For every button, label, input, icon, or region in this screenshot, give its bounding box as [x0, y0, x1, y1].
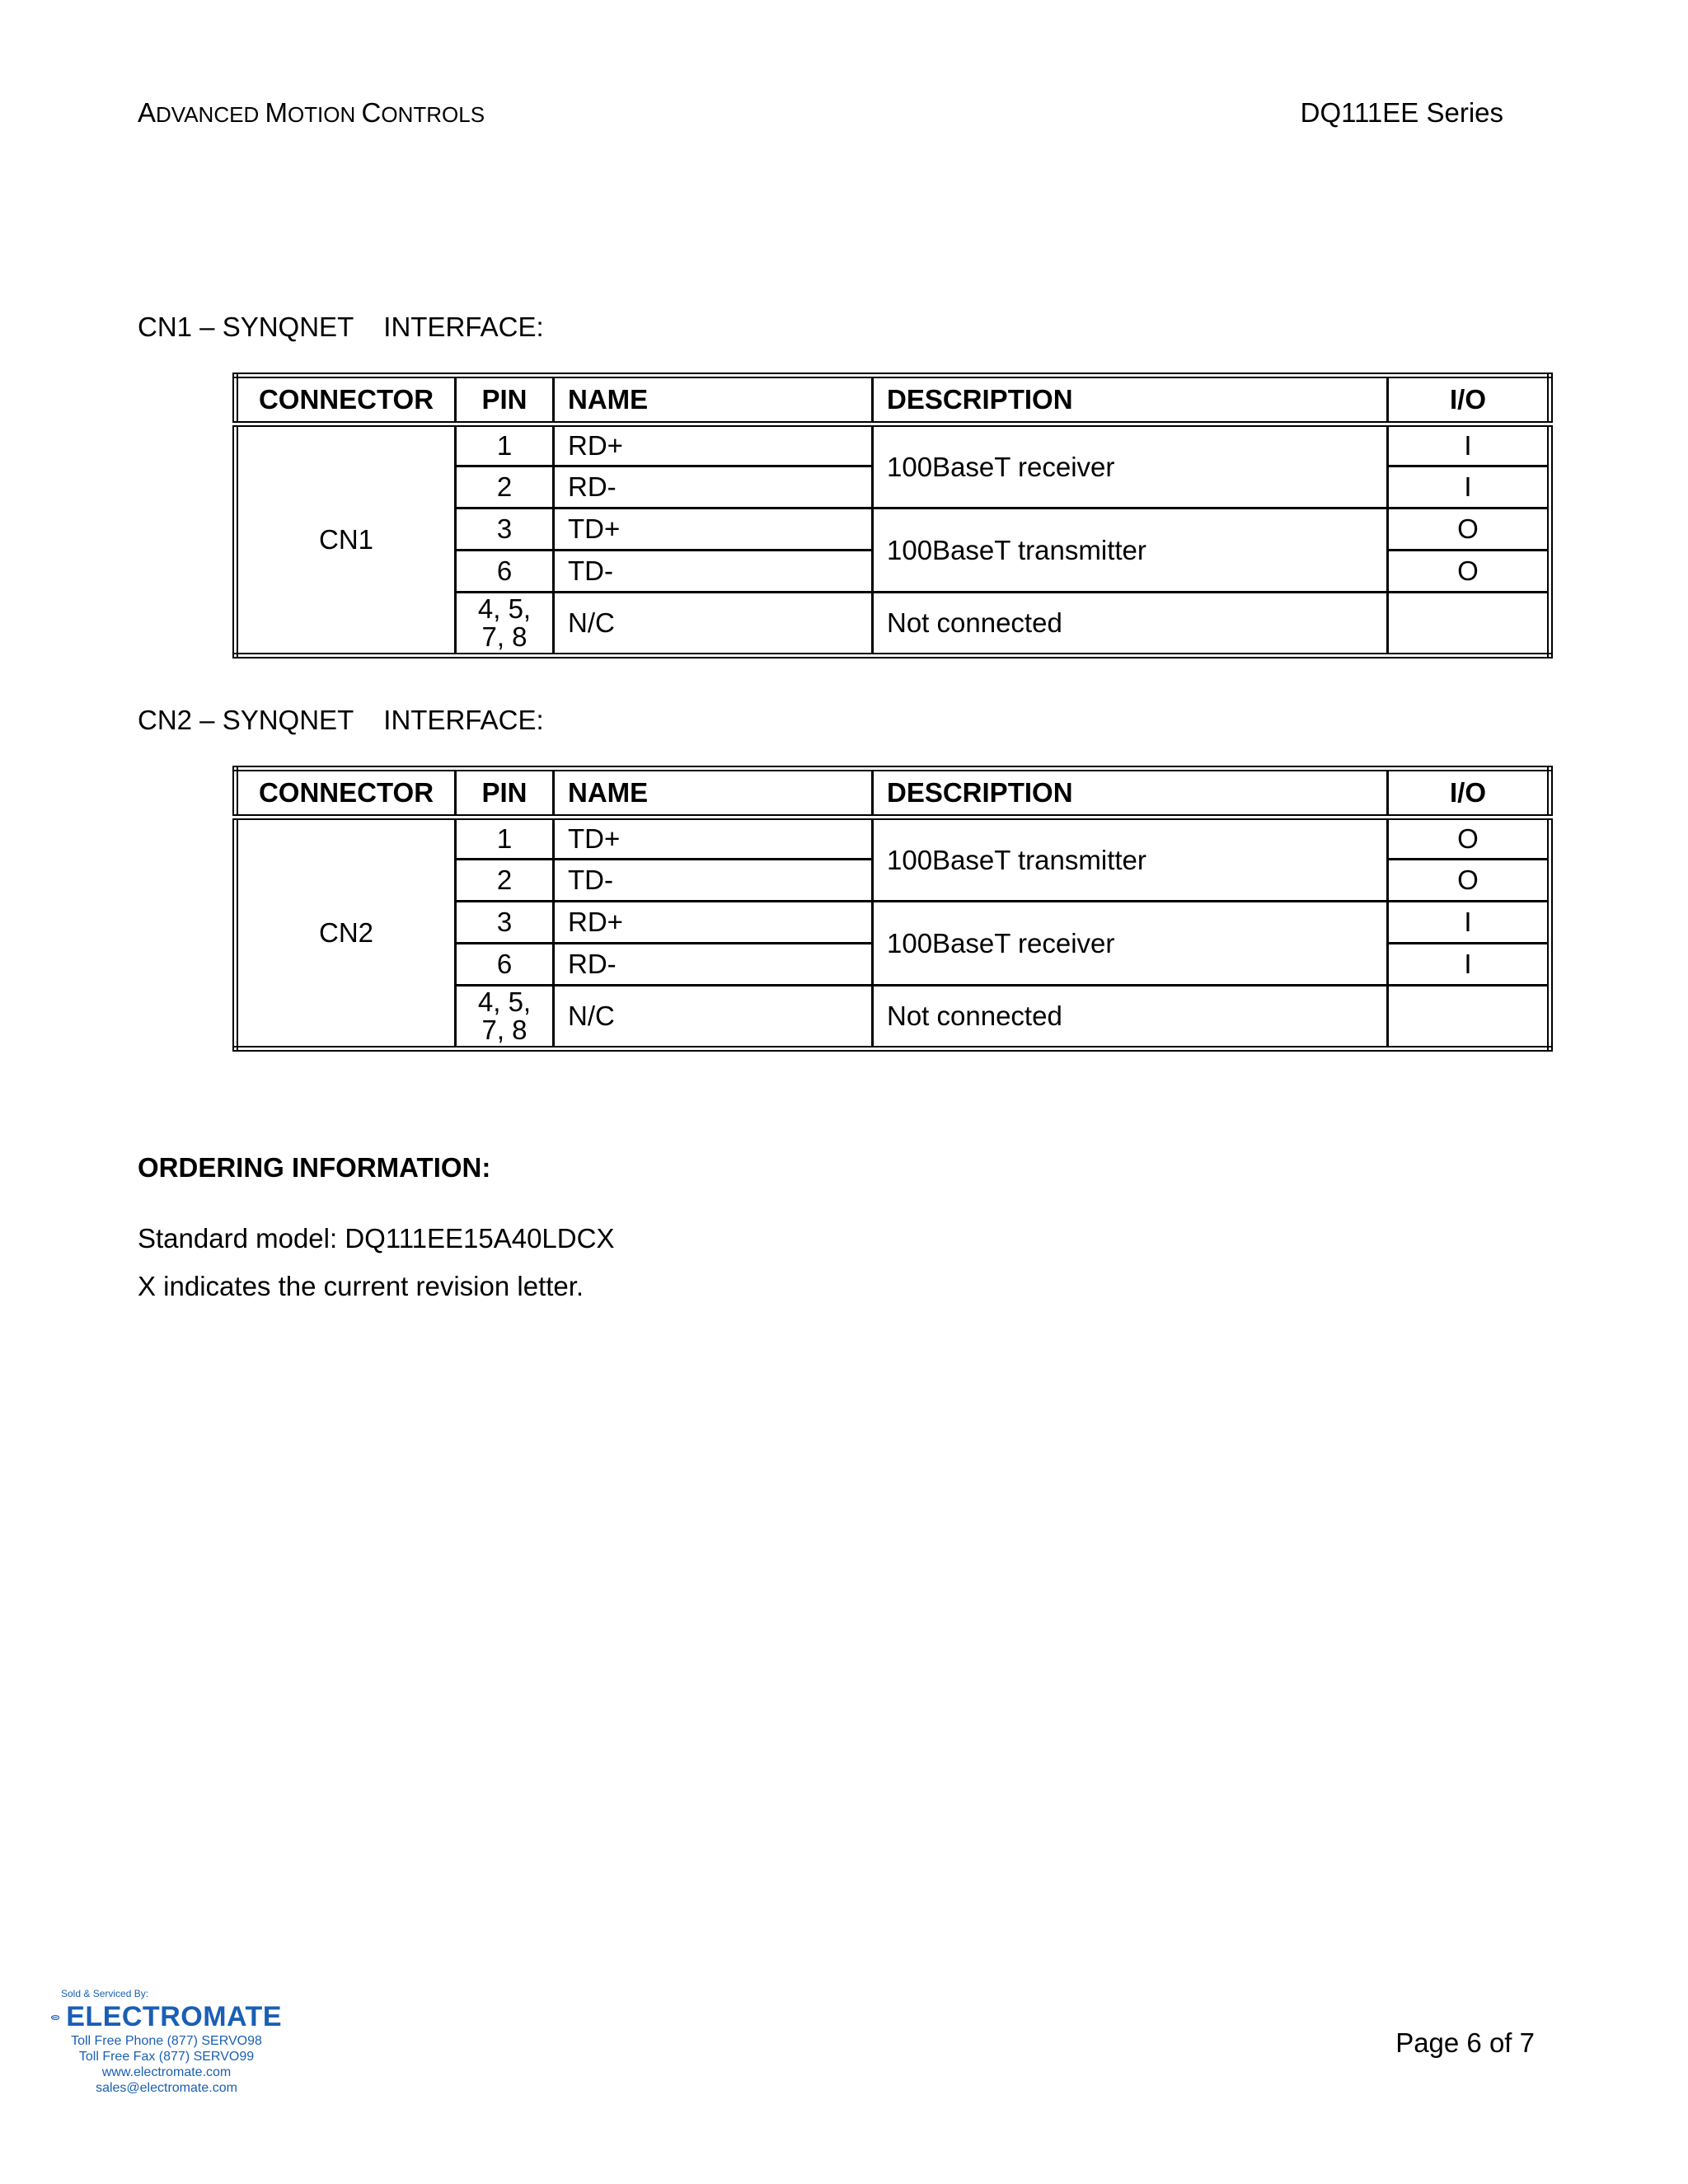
pin-line: 4, 5, [477, 987, 532, 1017]
description-cell: 100BaseT transmitter [873, 818, 1388, 902]
io-cell: I [1388, 466, 1550, 509]
company-initial-m: M [265, 97, 288, 128]
header-connector: CONNECTOR [236, 376, 456, 424]
io-cell: O [1388, 509, 1550, 551]
pin-line: 7, 8 [481, 1015, 528, 1045]
toll-free-fax: Toll Free Fax (877) SERVO99 [78, 2050, 255, 2064]
description-cell: 100BaseT receiver [873, 902, 1388, 986]
company-word-advanced: DVANCED [156, 102, 265, 127]
header-name: NAME [554, 376, 873, 424]
electromate-logo [51, 1988, 282, 2096]
table-row [236, 818, 1550, 860]
pin-cell: 2 [456, 466, 554, 509]
header-description: DESCRIPTION [873, 376, 1388, 424]
io-cell: O [1388, 818, 1550, 860]
pin-cell: 1 [456, 424, 554, 466]
header-io: I/O [1388, 769, 1550, 818]
pin-cell [456, 593, 554, 656]
description-cell: Not connected [873, 986, 1388, 1049]
company-initial-c: C [361, 97, 382, 128]
io-cell: O [1388, 860, 1550, 902]
email-link[interactable]: sales@electromate.com [96, 2081, 237, 2095]
name-cell: RD- [554, 466, 873, 509]
electromate-swoosh-icon [51, 2004, 59, 2032]
header-pin: PIN [456, 769, 554, 818]
cn1-pin-table [232, 373, 1553, 658]
name-cell: TD- [554, 860, 873, 902]
pin-cell [456, 986, 554, 1049]
header-connector: CONNECTOR [236, 769, 456, 818]
cn2-pin-table [232, 766, 1553, 1052]
revision-note: X indicates the current revision letter. [138, 1271, 584, 1301]
description-cell: 100BaseT transmitter [873, 509, 1388, 593]
company-word-controls: ONTROLS [381, 102, 485, 127]
name-cell: N/C [554, 593, 873, 656]
description-cell: Not connected [873, 593, 1388, 656]
pin-cell: 3 [456, 509, 554, 551]
io-cell [1388, 986, 1550, 1049]
pin-line: 4, 5, [477, 593, 532, 624]
name-cell: RD- [554, 944, 873, 986]
name-cell: TD+ [554, 818, 873, 860]
header-io: I/O [1388, 376, 1550, 424]
website-link[interactable]: www.electromate.com [101, 2065, 232, 2079]
name-cell: N/C [554, 986, 873, 1049]
pin-cell: 2 [456, 860, 554, 902]
table-row [236, 424, 1550, 466]
sold-by-label: Sold & Serviced By: [61, 1988, 149, 1999]
pin-cell: 6 [456, 944, 554, 986]
pin-cell: 6 [456, 551, 554, 593]
io-cell [1388, 593, 1550, 656]
brand-name: ELECTROMATE [66, 2001, 282, 2032]
table-header-row [236, 769, 1550, 818]
cn1-section-title: CN1 – SYNQNET INTERFACE: [138, 312, 544, 342]
brand-row [51, 2001, 282, 2033]
pin-cell: 1 [456, 818, 554, 860]
connector-cell: CN1 [236, 424, 456, 656]
toll-free-phone: Toll Free Phone (877) SERVO98 [71, 2034, 262, 2048]
name-cell: RD+ [554, 424, 873, 466]
name-cell: RD+ [554, 902, 873, 944]
company-initial-a: A [138, 97, 157, 128]
page-number: Page 6 of 7 [1395, 2027, 1535, 2058]
io-cell: I [1388, 424, 1550, 466]
pin-cell: 3 [456, 902, 554, 944]
ordering-title: ORDERING INFORMATION: [138, 1152, 491, 1183]
series-title: DQ111EE Series [1300, 97, 1503, 128]
company-word-motion: OTION [287, 102, 362, 127]
io-cell: O [1388, 551, 1550, 593]
name-cell: TD+ [554, 509, 873, 551]
header-description: DESCRIPTION [873, 769, 1388, 818]
name-cell: TD- [554, 551, 873, 593]
description-cell: 100BaseT receiver [873, 424, 1388, 509]
company-name [138, 97, 485, 129]
pin-line: 7, 8 [481, 621, 528, 652]
io-cell: I [1388, 902, 1550, 944]
header-name: NAME [554, 769, 873, 818]
connector-cell: CN2 [236, 818, 456, 1049]
io-cell: I [1388, 944, 1550, 986]
cn2-section-title: CN2 – SYNQNET INTERFACE: [138, 705, 544, 735]
standard-model: Standard model: DQ111EE15A40LDCX [138, 1223, 615, 1254]
table-header-row [236, 376, 1550, 424]
header-pin: PIN [456, 376, 554, 424]
